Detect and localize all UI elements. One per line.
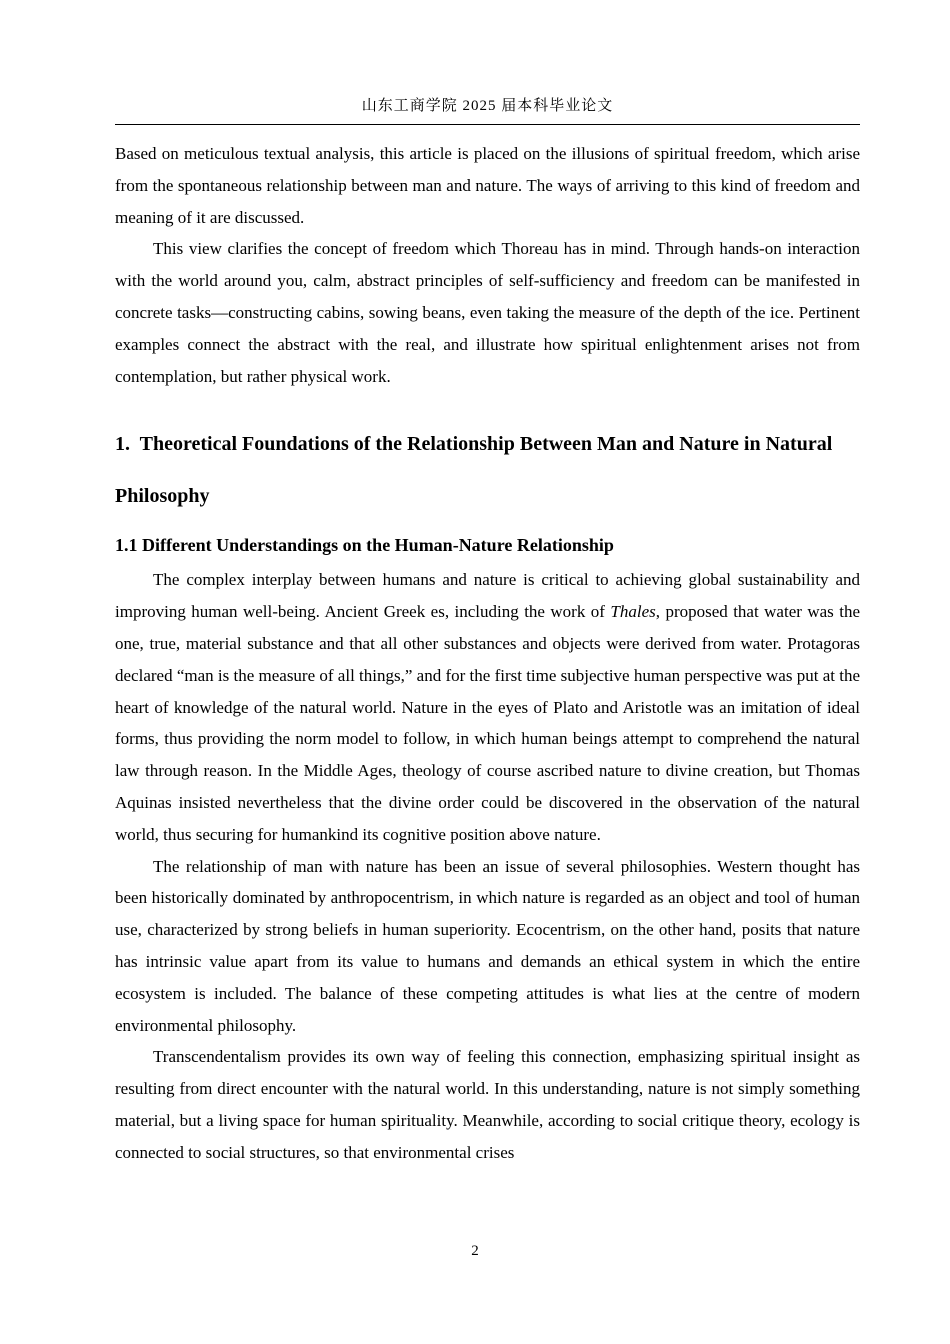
page-number: 2: [471, 1243, 479, 1259]
subsection-heading-1-1: 1.1 Different Understandings on the Human-Nature Relationship: [115, 535, 614, 556]
paragraph-anthropocentrism-ecocentrism: The relationship of man with nature has been an issue of several philosophies. Western thought has been historically dominated by anthropocentrism, in which nature is regarded as an object and tool of human use, characterized by strong beliefs in human superiority. Ecocentrism, on the other hand, posits that nature has intrinsic value apart from its value to humans and demands an ethical system in which the entire ecosystem is included. The balance of these competing attitudes is what lies at the centre of modern environmental philosophy.: [115, 856, 860, 1035]
paragraph-greek-philosophy-text-after: , proposed that water was the one, true, material substance and that all other substances and objects were derived from water. Protagoras declared “man is the measure of all things,” and for the first time subjective human perspective was put at the heart of knowledge of the natural world. Nature in the eyes of Plato and Aristotle was an imitation of ideal forms, thus providing the norm model to follow, in which human beings attempt to comprehend the natural law through reason. In the Middle Ages, theology of course ascribed nature to divine creation, but Thomas Aquinas insisted nevertheless that the divine order could be discovered in the observation of the natural world, thus securing for humankind its cognitive position above nature.: [115, 602, 860, 844]
paragraph-intro-continuation: Based on meticulous textual analysis, this article is placed on the illusions of spiritual freedom, which arise from the spontaneous relationship between man and nature. The ways of arriving to this kind of freedom and meaning of it are discussed.: [115, 144, 860, 227]
page-header: [115, 94, 860, 125]
page-footer: [0, 1243, 950, 1260]
paragraph-greek-philosophy: [115, 564, 860, 850]
header-title: 山东工商学院 2025 届本科毕业论文: [361, 98, 614, 114]
section-heading-1: 1. Theoretical Foundations of the Relationship Between Man and Nature in Natural Philosophy: [115, 433, 833, 508]
paragraph-greek-philosophy-text-before: The complex interplay between humans and nature is critical to achieving global sustainability and improving human well-being. Ancient Greek es, including the work of: [115, 570, 860, 622]
paragraph-transcendentalism: Transcendentalism provides its own way of feeling this connection, emphasizing spiritual insight as resulting from direct encounter with the natural world. In this understanding, nature is not simply something material, but a living space for human spirituality. Meanwhile, according to social critique theory, ecology is connected to social structures, so that environmental crises: [115, 1047, 860, 1162]
thales-italic-term: Thales: [610, 602, 656, 622]
paragraph-thoreau-view: This view clarifies the concept of freedom which Thoreau has in mind. Through hands-on interaction with the world around you, calm, abstract principles of self-sufficiency and freedom can be manifested in concrete tasks—constructing cabins, sowing beans, even taking the measure of the depth of the ice. Pertinent examples connect the abstract with the real, and illustrate how spiritual enlightenment arises not from contemplation, but rather physical work.: [115, 239, 860, 386]
page-content: [115, 138, 860, 1169]
